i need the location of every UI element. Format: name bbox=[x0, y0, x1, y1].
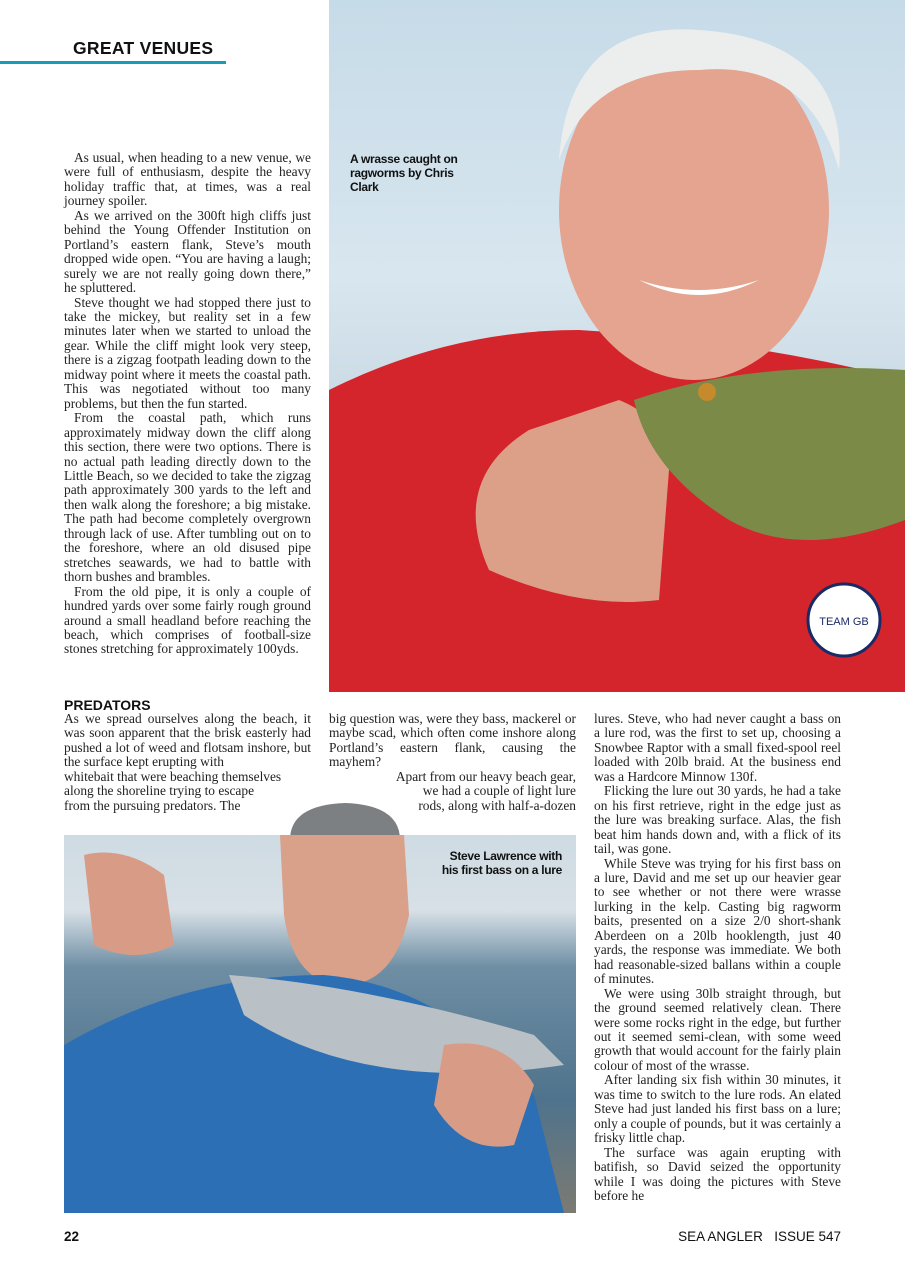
team-gb-badge: TEAM GB bbox=[819, 616, 869, 628]
predators-column-3 bbox=[594, 712, 841, 1203]
page-number: 22 bbox=[64, 1229, 80, 1244]
paragraph: From the old pipe, it is only a couple of hundred yards over some fairly rough ground around a small headland before reaching the beach, which comprises of football-size stones stretching for approximately 100yds. bbox=[64, 583, 311, 657]
predators-heading: PREDATORS bbox=[64, 697, 151, 713]
paragraph: As we arrived on the 300ft high cliffs just behind the Young Offender Institution on Portland’s eastern flank, Steve’s mouth dropped wide open. “You are having a laugh; surely we are not really going down there,” he spluttered. bbox=[64, 207, 311, 296]
wrap-line: rods, along with half-a-dozen bbox=[418, 797, 576, 813]
predators-column-2 bbox=[329, 712, 576, 813]
wrap-line: whitebait that were beaching themselves bbox=[64, 768, 282, 784]
wrap-line: Apart from our heavy beach gear, bbox=[395, 768, 576, 784]
predators-column-1 bbox=[64, 712, 311, 813]
paragraph: We were using 30lb straight through, but the ground seemed relatively clean. There were some rocks right in the edge, but further out it seemed semi-clean, with some weed growth that would account for the fairly plain colour of most of the wrasse. bbox=[594, 985, 841, 1073]
bass-caption: Steve Lawrence with his first bass on a lure bbox=[441, 849, 562, 877]
intro-column bbox=[64, 151, 311, 657]
paragraph: While Steve was trying for his first bass on a lure, David and me set up our heavier gear to see whether or not there were wrasse lurking in the kelp. Casting big ragworm baits, presented on a size 2/0 short-shank Aberdeen on a 20lb hooklength, just 40 yards, the response was immediate. We both had reasonable-sized ballans within a couple of minutes. bbox=[594, 855, 841, 987]
paragraph: The surface was again erupting with batifish, so David seized the opportunity while I was doing the pictures with Steve before he bbox=[594, 1144, 841, 1203]
paragraph: Steve thought we had stopped there just to take the mickey, but reality set in a few minutes later when we started to unload the gear. While the cliff might look very steep, there is a zigzag footpath leading down to the midway point where it meets the coastal path. This was negotiated without too many problems, but then the fun started. bbox=[64, 294, 311, 411]
paragraph: big question was, were they bass, mackerel or maybe scad, which often come inshore along Portland’s eastern flank, causing the mayhem? bbox=[329, 711, 576, 770]
issue-number: ISSUE 547 bbox=[774, 1229, 841, 1244]
paragraph: From the coastal path, which runs approximately midway down the cliff along this section, there were two options. There is no actual path leading directly down to the Little Beach, so we decided to take the zigzag path approximately 300 yards to the left and then walk along the foreshore; a big mistake. The path had become completely overgrown through lack of use. After tumbling out on to the foreshore, where an old disused pipe stretches seawards, we had to battle with thorn bushes and brambles. bbox=[64, 410, 311, 585]
paragraph: Flicking the lure out 30 yards, he had a take on his first retrieve, right in the edge just as the lure was breaking surface. Alas, the fish beat him hands down and, with a flick of its tail, was gone. bbox=[594, 783, 841, 857]
paragraph: As usual, when heading to a new venue, we were full of enthusiasm, despite the heavy holiday traffic that, at times, was a real journey spoiler. bbox=[64, 150, 311, 209]
magazine-name: SEA ANGLER bbox=[678, 1229, 763, 1244]
wrasse-photo bbox=[329, 0, 905, 692]
wrap-line: along the shoreline trying to escape bbox=[64, 783, 255, 799]
wrasse-caption: A wrasse caught on ragworms by Chris Clark bbox=[350, 152, 458, 194]
paragraph: lures. Steve, who had never caught a bass on a lure rod, was the first to set up, choosing a Snowbee Raptor with a small fixed-spool reel loaded with 20lb braid. At the business end was a Hardcore Minnow 130f. bbox=[594, 711, 841, 784]
wrap-line: from the pursuing predators. The bbox=[64, 797, 241, 813]
wrap-line: we had a couple of light lure bbox=[422, 783, 576, 799]
paragraph: As we spread ourselves along the beach, it was soon apparent that the brisk easterly had pushed a lot of weed and flotsam inshore, but the surface kept erupting with bbox=[64, 711, 311, 770]
paragraph: After landing six fish within 30 minutes, it was time to switch to the lure rods. An elated Steve had just landed his first bass on a lure; only a couple of pounds, but it was certainly a frisky little chap. bbox=[594, 1072, 841, 1146]
footer-issue bbox=[600, 1229, 841, 1244]
bass-photo-illustration bbox=[64, 835, 576, 1213]
head-cutout bbox=[280, 800, 410, 840]
section-underline bbox=[0, 61, 226, 64]
bass-photo bbox=[64, 835, 576, 1213]
section-title: GREAT VENUES bbox=[73, 38, 214, 58]
wrasse-photo-illustration bbox=[329, 0, 905, 692]
